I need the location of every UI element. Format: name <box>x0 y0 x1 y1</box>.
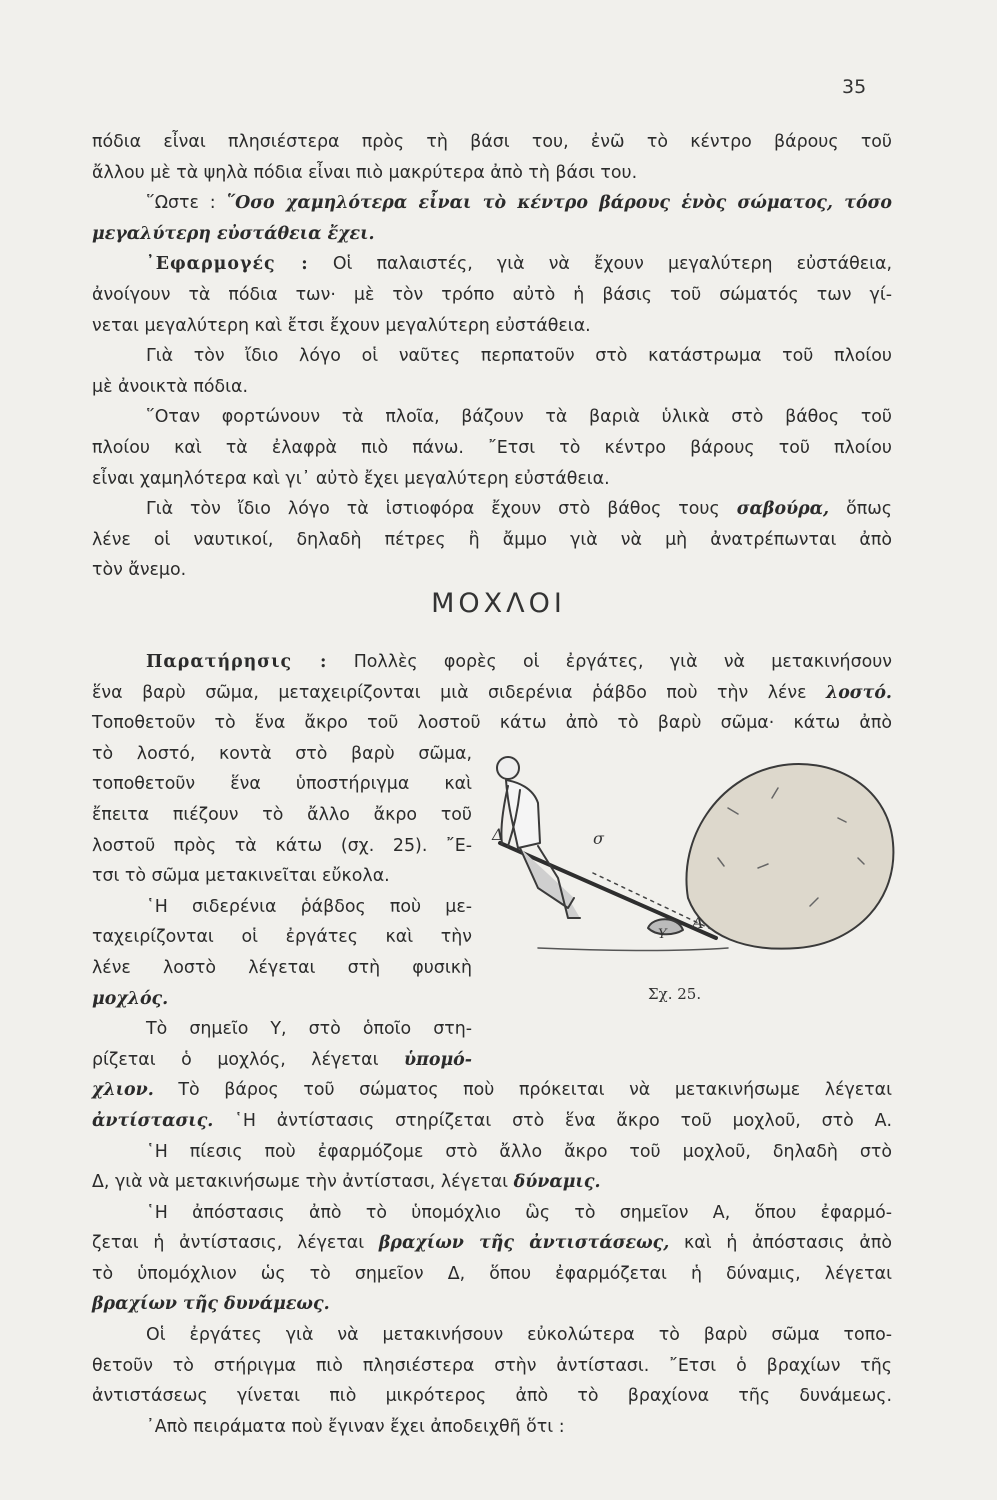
inline-text: ρίζεται ὁ μοχλός, λέγεται <box>92 1049 379 1070</box>
text-line: νεται μεγαλύτερη καὶ ἔτσι ἔχουν μεγαλύτερη εὐστάθεια. <box>92 315 591 336</box>
text-line: θετοῦν τὸ στήριγμα πιὸ πλησιέστερα στὴν ἀντίστασι. ῎Ετσι ὁ βραχίων τῆς <box>92 1355 892 1376</box>
text-line <box>92 1167 892 1198</box>
text-line <box>92 1106 892 1137</box>
ground-line <box>538 948 728 951</box>
text-line: τὸ λοστό, κοντὰ στὸ βαρὺ σῶμα, <box>92 743 472 764</box>
text-line: Τοποθετοῦν τὸ ἕνα ἄκρο τοῦ λοστοῦ κάτω ἀπὸ τὸ βαρὺ σῶμα· κάτω ἀπὸ <box>92 713 892 734</box>
text-line: λένε λοστὸ λέγεται στὴ φυσικὴ <box>92 957 472 978</box>
text-line: μὲ ἀνοικτὰ πόδια. <box>92 376 249 397</box>
text-line: λένε οἱ ναυτικοί, δηλαδὴ πέτρες ἢ ἄμμο γιὰ νὰ μὴ ἀνατρέπωνται ἀπὸ <box>92 529 892 550</box>
rule-text: μεγαλύτερη εὐστάθεια ἔχει. <box>92 223 375 244</box>
emphasis: μοχλός. <box>92 988 169 1009</box>
emphasis: ἀντίστασις. <box>92 1110 214 1131</box>
text-line: ἀνοίγουν τὰ πόδια των· μὲ τὸν τρόπο αὐτὸ ἡ βάσις τοῦ σώματός των γί- <box>92 284 892 305</box>
inline-text: ἕνα βαρὺ σῶμα, μεταχειρίζονται μιὰ σιδερένια ῥάβδο ποὺ τὴν λένε <box>92 682 807 703</box>
text-line <box>92 1075 892 1106</box>
emphasis: χλιον. <box>92 1080 154 1101</box>
section-title: ΜΟΧΛΟΙ <box>431 588 566 619</box>
emphasis: λοστό. <box>826 682 892 703</box>
text-line: ῾Η ἀπόστασις ἀπὸ τὸ ὑπομόχλιο ὣς τὸ σημεῖον Α, ὅπου ἐφαρμό- <box>146 1202 892 1223</box>
emphasis: δύναμις. <box>513 1172 601 1193</box>
inline-text: Τὸ βάρος τοῦ σώματος ποὺ πρόκειται νὰ μετακινήσωμε λέγεται <box>178 1080 892 1101</box>
label-delta: Δ <box>492 825 504 844</box>
inline-text: Γιὰ τὸν ἴδιο λόγο τὰ ἱστιοφόρα ἔχουν στὸ βάθος τους <box>146 499 720 520</box>
text-line: πόδια εἶναι πλησιέστερα πρὸς τὴ βάσι του, ἐνῶ τὸ κέντρο βάρους τοῦ <box>92 132 892 152</box>
text-line: λοστοῦ πρὸς τὰ κάτω (σχ. 25). ῎Ε- <box>92 835 472 856</box>
text-line <box>92 1228 892 1259</box>
subheading: ᾿Εφαρμογές : <box>146 254 309 275</box>
text-line: τοποθετοῦν ἕνα ὑποστήριγμα καὶ <box>92 774 472 795</box>
text-line <box>92 188 892 219</box>
text-line <box>92 647 892 678</box>
text-line: ᾿Απὸ πειράματα ποὺ ἔγιναν ἔχει ἀποδειχθῆ ὅτι : <box>146 1416 565 1437</box>
text-line: ἔπειτα πιέζουν τὸ ἄλλο ἄκρο τοῦ <box>92 804 472 825</box>
text-line: τὸν ἄνεμο. <box>92 560 187 581</box>
text-line: ῾Η σιδερένια ῥάβδος ποὺ με- <box>146 896 472 917</box>
inline-text: ζεται ἡ ἀντίστασις, λέγεται <box>92 1233 365 1254</box>
text-line <box>92 249 892 280</box>
text-line: τὸ ὑπομόχλιον ὡς τὸ σημεῖον Δ, ὅπου ἐφαρμόζεται ἡ δύναμις, λέγεται <box>92 1263 892 1284</box>
inline-text: Δ, γιὰ νὰ μετακινήσωμε τὴν ἀντίστασι, λέγεται <box>92 1172 509 1193</box>
boulder <box>686 764 893 949</box>
text-line: πλοίου καὶ τὰ ἐλαφρὰ πιὸ πάνω. ῎Ετσι τὸ κέντρο βάρους τοῦ πλοίου <box>92 437 892 458</box>
inline-text: Οἱ παλαιστές, γιὰ νὰ ἔχουν μεγαλύτερη εὐστάθεια, <box>332 254 893 275</box>
text-line: Τὸ σημεῖο Υ, στὸ ὁποῖο στη- <box>146 1019 472 1040</box>
worker-head <box>497 757 519 779</box>
text-line: εἶναι χαμηλότερα καὶ γι᾿ αὐτὸ ἔχει μεγαλύτερη εὐστάθεια. <box>92 468 610 489</box>
emphasis: βραχίων τῆς δυνάμεως. <box>92 1294 330 1315</box>
inline-text: ὅπως <box>846 499 893 520</box>
emphasis: σαβούρα, <box>736 499 830 520</box>
page-number: 35 <box>842 76 867 98</box>
emphasis: ὑπομό- <box>404 1049 472 1070</box>
text-line: Οἱ ἐργάτες γιὰ νὰ μετακινήσουν εὐκολώτερα τὸ βαρὺ σῶμα τοπο- <box>146 1325 892 1346</box>
lever-bar <box>500 843 716 938</box>
label-a: A <box>692 913 704 932</box>
text-line: ῞Οταν φορτώνουν τὰ πλοῖα, βάζουν τὰ βαριὰ ὑλικὰ στὸ βάθος τοῦ <box>146 407 892 428</box>
worker-legs <box>520 846 580 918</box>
inline-text: ῾Η ἀντίστασις στηρίζεται στὸ ἕνα ἄκρο τοῦ μοχλοῦ, στὸ Α. <box>234 1110 893 1131</box>
lever-figure <box>478 748 898 1013</box>
text-line <box>92 1045 472 1076</box>
text-line: ταχειρίζονται οἱ ἐργάτες καὶ τὴν <box>92 927 472 948</box>
text-line <box>92 494 892 525</box>
text-line <box>92 678 892 709</box>
text-line: ἀντιστάσεως γίνεται πιὸ μικρότερος ἀπὸ τὸ βραχίονα τῆς δυνάμεως. <box>92 1386 892 1407</box>
text-line: ἄλλου μὲ τὰ ψηλὰ πόδια εἶναι πιὸ μακρύτερα ἀπὸ τὴ βάσι του. <box>92 162 638 183</box>
rule-text: ῞Οσο χαμηλότερα εἶναι τὸ κέντρο βάρους ἑνὸς σώματος, τόσο <box>226 193 893 214</box>
section-1 <box>92 127 892 586</box>
label-sigma: σ <box>593 829 604 848</box>
inline-text: ῞Ωστε : <box>146 193 216 214</box>
inline-text: Πολλὲς φορὲς οἱ ἐργάτες, γιὰ νὰ μετακινήσουν <box>353 652 893 672</box>
subheading: Παρατήρησις : <box>146 652 328 672</box>
text-line: ῾Η πίεσις ποὺ ἐφαρμόζομε στὸ ἄλλο ἄκρο τοῦ μοχλοῦ, δηλαδὴ στὸ <box>146 1141 892 1162</box>
figure-caption: Σχ. 25. <box>648 985 702 1003</box>
emphasis: βραχίων τῆς ἀντιστάσεως, <box>378 1233 670 1254</box>
label-y: Y <box>658 927 667 942</box>
text-line: Γιὰ τὸν ἴδιο λόγο οἱ ναῦτες περπατοῦν στὸ κατάστρωμα τοῦ πλοίου <box>146 346 892 367</box>
text-line: τσι τὸ σῶμα μετακινεῖται εὔκολα. <box>92 866 390 887</box>
inline-text: καὶ ἡ ἀπόστασις ἀπὸ <box>684 1233 893 1254</box>
